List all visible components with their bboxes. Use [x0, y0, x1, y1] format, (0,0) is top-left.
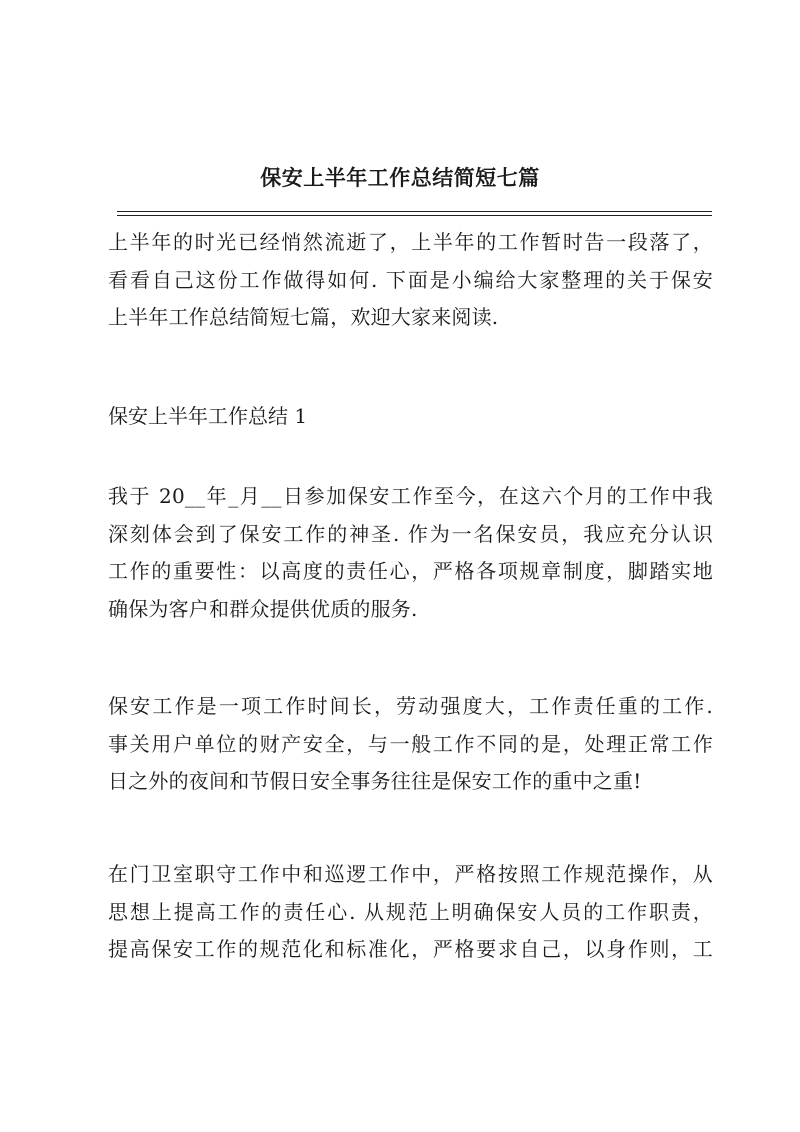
paragraph-line: 工作的重要性：以高度的责任心，严格各项规章制度，脚踏实地 [108, 559, 713, 583]
intro-line: 上半年工作总结简短七篇，欢迎大家来阅读. [108, 305, 499, 329]
paragraph-line: 提高保安工作的规范化和标准化，严格要求自己，以身作则，工 [108, 937, 713, 961]
paragraph-line: 保安工作是一项工作时间长，劳动强度大，工作责任重的工作. [108, 694, 713, 718]
document-title: 保安上半年工作总结简短七篇 [260, 165, 540, 190]
paragraph-3 [108, 856, 713, 969]
paragraph-line: 确保为客户和群众提供优质的服务. [108, 596, 418, 621]
paragraph-line: 在门卫室职守工作中和巡逻工作中，严格按照工作规范操作，从 [108, 862, 713, 886]
paragraph-line: 思想上提高工作的责任心. 从规范上明确保安人员的工作职责， [108, 899, 713, 924]
intro-paragraph [108, 224, 713, 337]
title-divider-bottom [117, 215, 712, 216]
paragraph-line: 我于 20__年_月__日参加保安工作至今，在这六个月的工作中我 [108, 484, 713, 508]
paragraph-line: 事关用户单位的财产安全，与一般工作不同的是，处理正常工作 [108, 731, 713, 756]
paragraph-line: 日之外的夜间和节假日安全事务往往是保安工作的重中之重! [108, 769, 642, 793]
paragraph-line: 深刻体会到了保安工作的神圣. 作为一名保安员，我应充分认识 [108, 521, 713, 546]
paragraph-1 [108, 478, 713, 628]
section-heading: 保安上半年工作总结 1 [108, 404, 308, 428]
title-divider-top [117, 211, 712, 212]
intro-line: 看看自己这份工作做得如何. 下面是小编给大家整理的关于保安 [108, 267, 713, 292]
paragraph-2 [108, 688, 713, 801]
intro-line: 上半年的时光已经悄然流逝了，上半年的工作暂时告一段落了， [108, 230, 713, 254]
